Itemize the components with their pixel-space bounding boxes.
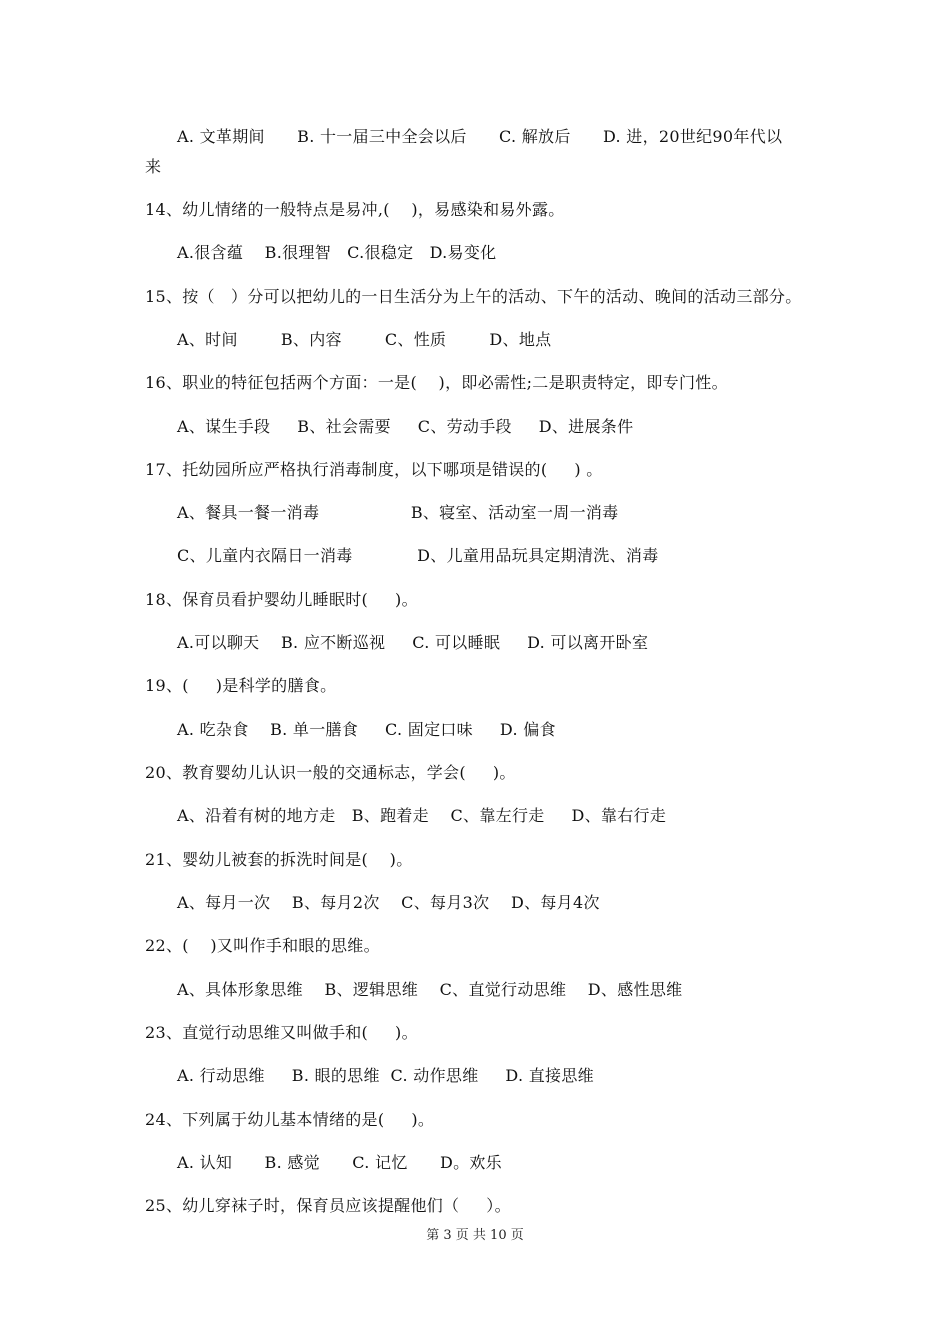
q14-options: A.很含蕴 B.很理智 C.很稳定 D.易变化	[177, 243, 497, 262]
q17-question: 17、托幼园所应严格执行消毒制度，以下哪项是错误的( ) 。	[145, 460, 603, 479]
page-footer: 第 3 页 共 10 页	[426, 1228, 524, 1243]
q23-question: 23、直觉行动思维又叫做手和( )。	[145, 1023, 418, 1042]
q17-options-line-2: C、儿童内衣隔日一消毒 D、儿童用品玩具定期清洗、消毒	[177, 546, 659, 565]
q19-question: 19、( )是科学的膳食。	[145, 676, 337, 695]
q16-question: 16、职业的特征包括两个方面：一是( )，即必需性;二是职责特定，即专门性。	[145, 373, 728, 392]
q14-question: 14、幼儿情绪的一般特点是易冲,( )，易感染和易外露。	[145, 200, 565, 219]
q18-question: 18、保育员看护婴幼儿睡眠时( )。	[145, 590, 418, 609]
q21-question: 21、婴幼儿被套的拆洗时间是( )。	[145, 850, 413, 869]
q13-options-line-1: A. 文革期间 B. 十一届三中全会以后 C. 解放后 D. 进，20世纪90年代以	[177, 127, 783, 146]
q23-options: A. 行动思维 B. 眼的思维 C. 动作思维 D. 直接思维	[177, 1066, 594, 1085]
q15-question: 15、按（ ）分可以把幼儿的一日生活分为上午的活动、下午的活动、晚间的活动三部分。	[145, 287, 802, 306]
q24-options: A. 认知 B. 感觉 C. 记忆 D。欢乐	[177, 1153, 502, 1172]
q24-question: 24、下列属于幼儿基本情绪的是( )。	[145, 1110, 435, 1129]
q16-options: A、谋生手段 B、社会需要 C、劳动手段 D、进展条件	[177, 417, 634, 436]
q22-question: 22、( )又叫作手和眼的思维。	[145, 936, 380, 955]
q18-options: A.可以聊天 B. 应不断巡视 C. 可以睡眠 D. 可以离开卧室	[177, 633, 649, 652]
q17-options-line-1: A、餐具一餐一消毒 B、寝室、活动室一周一消毒	[177, 503, 619, 522]
q21-options: A、每月一次 B、每月2次 C、每月3次 D、每月4次	[177, 893, 600, 912]
q20-options: A、沿着有树的地方走 B、跑着走 C、靠左行走 D、靠右行走	[177, 806, 667, 825]
q13-options-line-2: 来	[145, 157, 162, 176]
q15-options: A、时间 B、内容 C、性质 D、地点	[177, 330, 552, 349]
q20-question: 20、教育婴幼儿认识一般的交通标志，学会( )。	[145, 763, 516, 782]
q19-options: A. 吃杂食 B. 单一膳食 C. 固定口味 D. 偏食	[177, 720, 556, 739]
q22-options: A、具体形象思维 B、逻辑思维 C、直觉行动思维 D、感性思维	[177, 980, 683, 999]
q25-question: 25、幼儿穿袜子时，保育员应该提醒他们（ ）。	[145, 1196, 511, 1215]
